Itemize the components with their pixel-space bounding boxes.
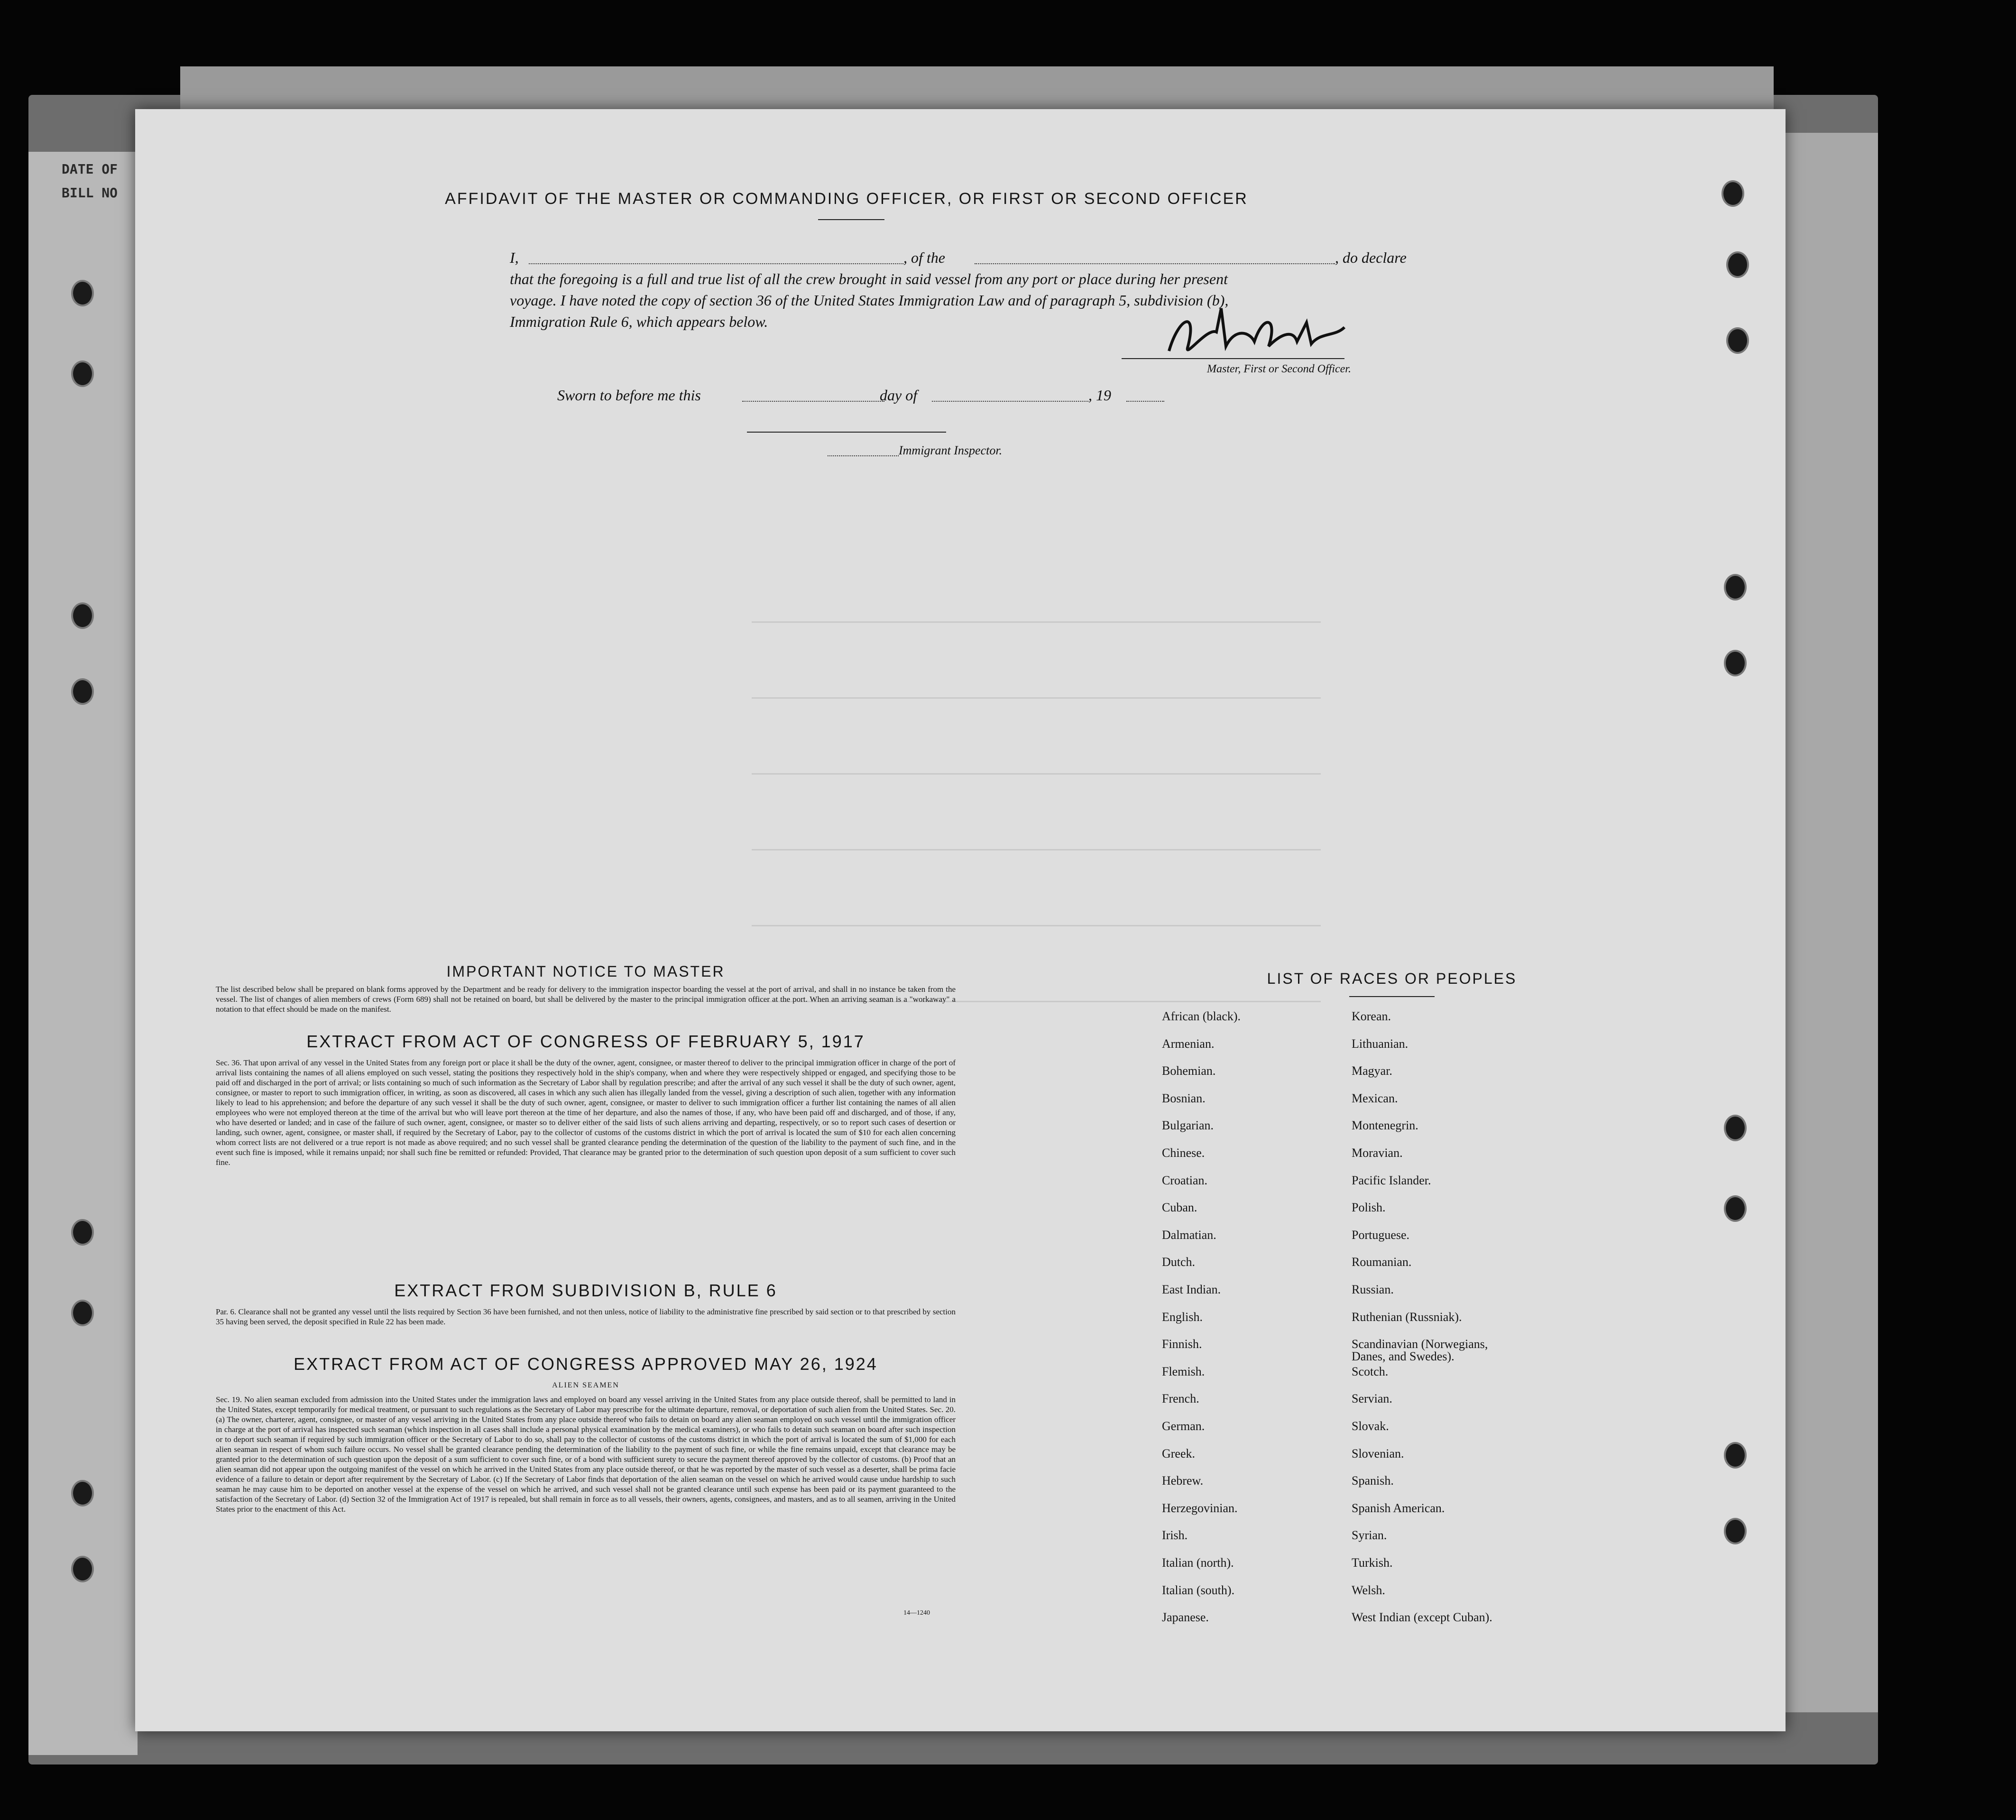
affidavit-i-label: I,: [510, 249, 519, 266]
race-entry: Hebrew.: [1162, 1474, 1204, 1488]
race-entry: Montenegrin.: [1352, 1118, 1418, 1133]
left-ledger-strip: [28, 152, 138, 1755]
race-entry: Roumanian.: [1352, 1255, 1412, 1269]
race-entry: African (black).: [1162, 1009, 1241, 1023]
race-entry: Polish.: [1352, 1201, 1386, 1215]
sworn-year-label: , 19: [1088, 387, 1111, 404]
race-entry: Portuguese.: [1352, 1228, 1410, 1242]
race-entry: Mexican.: [1352, 1091, 1398, 1105]
punch-hole: [1724, 574, 1747, 601]
race-entry: Italian (north).: [1162, 1556, 1234, 1570]
inspector-blank: [828, 455, 899, 456]
race-entry: Italian (south).: [1162, 1583, 1235, 1597]
bleed-through-row: [752, 621, 1321, 623]
race-entry: Herzegovinian.: [1162, 1501, 1238, 1515]
race-entry: Slovenian.: [1352, 1446, 1404, 1460]
race-entry: Dalmatian.: [1162, 1228, 1216, 1242]
punch-hole: [1726, 327, 1749, 354]
punch-hole: [71, 1556, 94, 1582]
race-entry: Pacific Islander.: [1352, 1173, 1431, 1187]
race-entry: Spanish.: [1352, 1474, 1394, 1488]
sworn-day-blank: [742, 401, 884, 402]
race-entry: Slovak.: [1352, 1419, 1389, 1433]
extract-1924-text: Sec. 19. No alien seaman excluded from admission into the United States under the immigration laws and employed on board any vessel arriving in the United States from any place outside thereof, shall be permitted to land in the United States, except temporarily for medical treatment, or pursuant to such regulations as the Secretary of Labor may prescribe for the ultimate departure, removal, or deportation of such alien from the United States. Sec. 20. (a) The owner, charterer, agent, consignee, or master of any vessel arriving in the United States from any place outside thereof who fails to detain on board any alien seaman employed on such vessel until the immigration officer in charge at the port of arrival has inspected such seaman (which inspection in all cases shall include a personal physical examination by the medical examiners), or who fails to detain such seaman on board after such inspection or to deport such seaman if required by such immigration officer or the Secretary of Labor to do so, shall pay to the collector of customs of the customs district in which the port of arrival is located the sum of $1,000 for each alien seaman in respect of whom such failure occurs. No vessel shall be granted clearance pending the determination of the liability to the payment of such fine, or while the fine remains unpaid, except that clearance may be granted prior to the determination of such question upon the deposit of a sum sufficient to cover such fine, or of a bond with sufficient surety to secure the payment thereof approved by the collector of customs. (b) Proof that an alien seaman did not appear upon the outgoing manifest of the vessel on which he arrived in the United States from any place outside thereof, or that he was reported by the master of such vessel as a deserter, shall be prima facie evidence of a failure to detain or deport after requirement by the Secretary of Labor. (c) If the Secretary of Labor finds that deportation of the alien seaman on the vessel on which he arrived would cause undue hardship to such seaman he may cause him to be deported on another vessel at the expense of the vessel on which he arrived, and such vessel shall not be granted clearance until such expense has been paid or its payment guaranteed to the satisfaction of the Secretary of Labor. (d) Section 32 of the Immigration Act of 1917 is repealed, but shall remain in force as to all vessels, their owners, agents, consignees, and masters, and as to all seamen, arriving in the United States prior to the enactment of this Act.: [216, 1395, 956, 1514]
punch-hole: [1724, 1115, 1747, 1141]
race-entry: Bohemian.: [1162, 1064, 1216, 1078]
manifest-page: [135, 109, 1786, 1731]
inspector-caption: Immigrant Inspector.: [899, 443, 1003, 457]
race-entry: Russian.: [1352, 1283, 1394, 1296]
bleed-through-row: [752, 925, 1321, 926]
race-entry: Flemish.: [1162, 1364, 1205, 1378]
bleed-through-row: [752, 773, 1321, 775]
affidavit-body-line1: that the foregoing is a full and true list of all the crew brought in said vessel from any port or place during her present: [510, 270, 1228, 287]
bleed-through-row: [752, 849, 1321, 850]
punch-hole: [1726, 251, 1749, 278]
punch-hole: [1724, 1195, 1747, 1222]
race-entry: Magyar.: [1352, 1064, 1392, 1078]
notice-text: The list described below shall be prepared on blank forms approved by the Department and be ready for delivery to the immigration inspector boarding the vessel at the port of arrival, and shall in no instance be taken from the vessel. The list of changes of alien members of crews (Form 689) shall not be retained on board, but shall be delivered by the master to the principal immigration officer at the port. When an arriving seaman is a "workaway" a notation to that effect should be made on the manifest.: [216, 985, 956, 1014]
notice-title: IMPORTANT NOTICE TO MASTER: [446, 963, 725, 980]
master-name-blank: [529, 263, 903, 264]
punch-hole: [1724, 650, 1747, 676]
punch-hole: [71, 678, 94, 705]
sworn-month-blank: [932, 401, 1088, 402]
race-entry: Bulgarian.: [1162, 1118, 1214, 1133]
affidavit-of-the: , of the: [903, 249, 945, 266]
race-entry: Armenian.: [1162, 1036, 1215, 1051]
race-entry: Korean.: [1352, 1009, 1391, 1023]
race-entry: Syrian.: [1352, 1528, 1387, 1543]
extract-1917-title: EXTRACT FROM ACT OF CONGRESS OF FEBRUARY 5, 1917: [306, 1032, 865, 1051]
race-entry: Scotch.: [1352, 1364, 1389, 1378]
race-entry: West Indian (except Cuban).: [1352, 1610, 1492, 1625]
race-entry: Moravian.: [1352, 1146, 1403, 1160]
race-entry: Japanese.: [1162, 1610, 1209, 1625]
affidavit-do-declare: , do declare: [1335, 249, 1407, 266]
races-title-underline: [1349, 996, 1435, 997]
races-title: LIST OF RACES OR PEOPLES: [1267, 970, 1517, 987]
race-entry: Irish.: [1162, 1528, 1188, 1543]
affidavit-body-line2: voyage. I have noted the copy of section 36 of the United States Immigration Law and of paragraph 5, subdivision (b),: [510, 292, 1229, 309]
extract-1924-subtitle: ALIEN SEAMEN: [552, 1381, 619, 1389]
race-entry: French.: [1162, 1392, 1199, 1406]
affidavit-body-line3: Immigration Rule 6, which appears below.: [510, 313, 768, 330]
extract-1917-text: Sec. 36. That upon arrival of any vessel in the United States from any foreign port or place it shall be the duty of the owner, agent, consignee, or master thereof to deliver to the principal immigration officer in charge of the port of arrival lists containing the names of all aliens employed on such vessel, stating the positions they respectively hold in the ship's company, when and where they were respectively shipped or engaged, and specifying those to be paid off and discharged in the port of arrival; or lists containing so much of such information as the Secretary of Labor shall by regulation prescribe; and after the arrival of any such vessel it shall be the duty of such owner, agent, consignee, or master to report to such immigration officer, in writing, as soon as discovered, all cases in which any such alien has illegally landed from the vessel, giving a description of such alien, together with any information likely to lead to his apprehension; and before the departure of any such vessel it shall be the duty of such owner, agent, consignee, or master to deliver to such immigration officer a further list containing the names of all alien employees who were not employed thereon at the time of the arrival but who will leave port thereon at the time of her departure, and also the names of those, if any, who have been paid off and discharged, and of those, if any, who have deserted or landed; and in case of the failure of such owner, agent, consignee, or master so to deliver either of the said lists of such aliens arriving and departing, respectively, or so to report such cases of desertion or landing, such owner, agent, consignee, or master shall, if required by the Secretary of Labor, pay to the collector of customs of the customs district in which the port of arrival is located the sum of $10 for each alien concerning whom correct lists are not delivered or a true report is not made as above required; and no such vessel shall be granted clearance pending the determination of the question of the liability to the payment of such fine, and in the event such fine is imposed, while it remains unpaid; nor shall such fine be remitted or refunded: Provided, That clearance may be granted prior to the determination of such question upon deposit of a sum sufficient to cover such fine.: [216, 1058, 956, 1167]
stub-bill-label: BILL NO: [62, 185, 118, 201]
race-entry: Croatian.: [1162, 1173, 1208, 1187]
punch-hole: [71, 280, 94, 306]
race-entry: Greek.: [1162, 1446, 1196, 1460]
race-entry: Chinese.: [1162, 1146, 1205, 1160]
race-entry: Finnish.: [1162, 1337, 1202, 1351]
punch-hole: [71, 1300, 94, 1326]
title-underline: [818, 219, 884, 220]
race-entry: Servian.: [1352, 1392, 1392, 1406]
punch-hole: [71, 1480, 94, 1506]
race-entry: Scandinavian (Norwegians, Danes, and Swedes).: [1352, 1337, 1488, 1364]
race-entry: Turkish.: [1352, 1556, 1393, 1570]
punch-hole: [1721, 180, 1744, 207]
race-entry: Cuban.: [1162, 1201, 1197, 1215]
punch-hole: [71, 602, 94, 629]
vessel-name-blank: [975, 263, 1335, 264]
race-entry: English.: [1162, 1310, 1203, 1324]
punch-hole: [1724, 1518, 1747, 1544]
punch-hole: [1724, 1442, 1747, 1469]
race-entry: Lithuanian.: [1352, 1036, 1408, 1051]
form-number: 14—1240: [903, 1609, 930, 1617]
sworn-label: Sworn to before me this: [557, 387, 701, 404]
race-entry: Dutch.: [1162, 1255, 1196, 1269]
race-entry: Spanish American.: [1352, 1501, 1445, 1515]
affidavit-title: AFFIDAVIT OF THE MASTER OR COMMANDING OFFICER, OR FIRST OR SECOND OFFICER: [445, 190, 1248, 208]
punch-hole: [71, 1219, 94, 1246]
race-entry: Bosnian.: [1162, 1091, 1206, 1105]
race-entry: German.: [1162, 1419, 1205, 1433]
stub-date-label: DATE OF: [62, 161, 118, 177]
rule-6-text: Par. 6. Clearance shall not be granted any vessel until the lists required by Section 36 have been furnished, and not then unless, notice of liability to the administrative fine prescribed by said section or to that prescribed by section 35 having been served, the deposit specified in Rule 22 has been made.: [216, 1307, 956, 1326]
master-signature: [1155, 299, 1354, 365]
signature-line: [1122, 358, 1344, 359]
day-of-label: day of: [880, 387, 918, 404]
extract-1924-title: EXTRACT FROM ACT OF CONGRESS APPROVED MAY 26, 1924: [294, 1354, 878, 1374]
race-entry: Ruthenian (Russniak).: [1352, 1310, 1462, 1324]
inspector-line-upper: [747, 432, 946, 433]
sworn-year-blank: [1126, 401, 1164, 402]
bleed-through-row: [752, 697, 1321, 699]
race-entry: East Indian.: [1162, 1283, 1221, 1296]
rule-6-title: EXTRACT FROM SUBDIVISION B, RULE 6: [394, 1281, 777, 1300]
signature-caption: Master, First or Second Officer.: [1207, 363, 1351, 375]
race-entry: Welsh.: [1352, 1583, 1385, 1597]
punch-hole: [71, 360, 94, 387]
